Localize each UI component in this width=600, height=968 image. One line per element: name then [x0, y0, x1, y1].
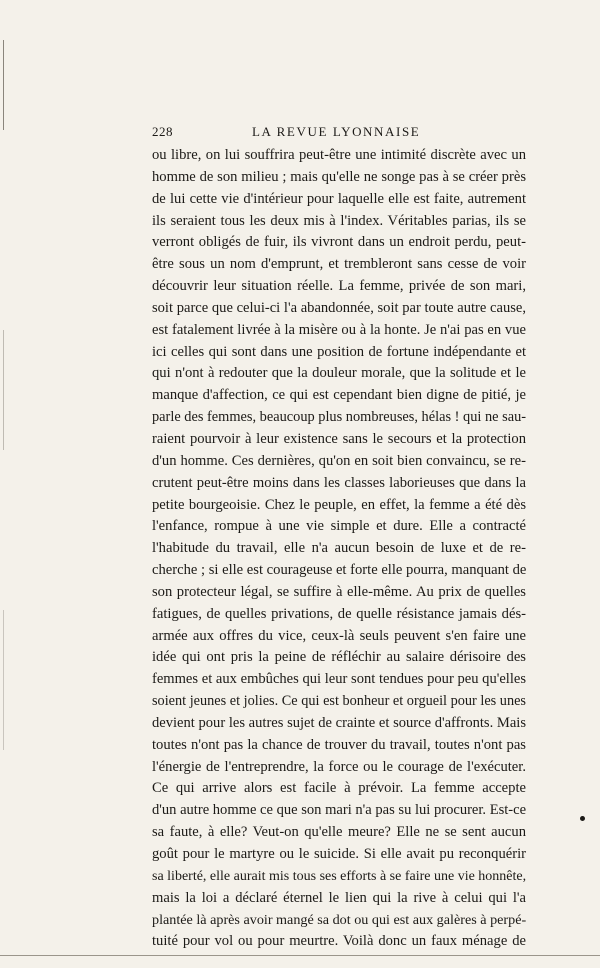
text-line: l'énergie de l'entreprendre, la force ou le courage de l'exécuter.	[152, 758, 526, 775]
text-line: tuité pour vol ou pour meurtre. Voilà donc un faux ménage de	[152, 933, 526, 950]
text-line: découvrir leur situation réelle. La femme, privée de son mari,	[152, 278, 526, 295]
text-line: qui n'ont à redouter que la douleur morale, que la solitude et le	[152, 365, 526, 382]
text-line: ils seraient tous les deux mis à l'index. Véritables parias, ils se	[152, 212, 526, 229]
text-line: ici celles qui sont dans une position de fortune indépendante et	[152, 343, 526, 360]
text-line: armée aux offres du vice, ceux-là seuls peuvent s'en faire une	[152, 627, 526, 644]
ink-dot	[580, 816, 585, 821]
text-line: l'habitude du travail, elle n'a aucun besoin de luxe et de re-	[152, 540, 526, 557]
text-line: mais la loi a déclaré éternel le lien qui la rive à celui qui l'a	[152, 889, 526, 906]
running-title: LA REVUE LYONNAISE	[252, 124, 421, 139]
scan-edge-mark	[3, 610, 4, 750]
body-text	[152, 145, 526, 953]
text-line: manque d'affection, ce qui est cependant bien digne de pitié, je	[152, 387, 526, 404]
text-line: femmes et aux embûches qui leur sont tendues pour peu qu'elles	[152, 671, 526, 688]
text-line: devient pour les autres sujet de crainte et source d'affronts. Mais	[152, 714, 526, 731]
page-header	[152, 124, 526, 144]
text-line: fatigues, de quelles privations, de quelle résistance jamais dés-	[152, 605, 526, 622]
text-line: soient jeunes et jolies. Ce qui est bonheur et orgueil pour les unes	[152, 693, 526, 710]
text-line: parle des femmes, beaucoup plus nombreuses, hélas ! qui ne sau-	[152, 409, 527, 426]
text-line: verront obligés de fuir, ils vivront dans un endroit perdu, peut-	[152, 234, 526, 251]
text-line: sa liberté, elle aurait mis tous ses efforts à se faire une vie honnête,	[152, 868, 527, 884]
scan-edge-mark	[3, 330, 4, 450]
text-line: goût pour le martyre ou le suicide. Si elle avait pu reconquérir	[152, 846, 526, 862]
text-line: raient pourvoir à leur existence sans le secours et la protection	[152, 430, 526, 447]
page-number: 228	[152, 124, 173, 139]
text-line: Ce qui arrive alors est facile à prévoir. La femme accepte	[152, 780, 526, 797]
text-line: plantée là après avoir mangé sa dot ou qui est aux galères à perpé-	[152, 911, 527, 928]
text-line: petite bourgeoisie. Chez le peuple, en effet, la femme a été dès	[152, 496, 526, 513]
scan-edge-mark	[3, 40, 4, 130]
text-line: est fatalement livrée à la misère ou à la honte. Je n'ai pas en vue	[152, 321, 526, 338]
text-line: idée qui ont pris la peine de réfléchir au salaire dérisoire des	[152, 649, 526, 666]
text-line: l'enfance, rompue à une vie simple et dure. Elle a contracté	[152, 518, 526, 535]
text-line: crutent peut-être moins dans les classes laborieuses que dans la	[152, 474, 526, 491]
text-line: homme de son milieu ; mais qu'elle ne songe pas à se créer près	[152, 168, 526, 185]
text-line: de lui cette vie d'intérieur pour laquelle elle est faite, autrement	[152, 190, 526, 207]
text-line: cherche ; si elle est courageuse et forte elle pourra, manquant de	[152, 562, 527, 579]
page-bottom-edge	[0, 955, 600, 956]
text-line: son protecteur légal, se suffire à elle-même. Au prix de quelles	[152, 583, 526, 600]
text-line: d'un homme. Ces dernières, qu'on en soit bien convaincu, se re-	[152, 452, 526, 469]
text-line: toutes n'ont pas la chance de trouver du travail, toutes n'ont pas	[152, 736, 526, 753]
text-line: ou libre, on lui souffrira peut-être une intimité discrète avec un	[152, 147, 526, 163]
text-line: d'un autre homme ce que son mari n'a pas su lui procurer. Est-ce	[152, 802, 527, 819]
text-line: soit parce que celui-ci l'a abandonnée, soit par toute autre cause,	[152, 299, 526, 316]
text-line: être sous un nom d'emprunt, et trembleront sans cesse de voir	[152, 256, 526, 273]
text-line: sa faute, à elle? Veut-on qu'elle meure? Elle ne se sent aucun	[152, 824, 526, 841]
